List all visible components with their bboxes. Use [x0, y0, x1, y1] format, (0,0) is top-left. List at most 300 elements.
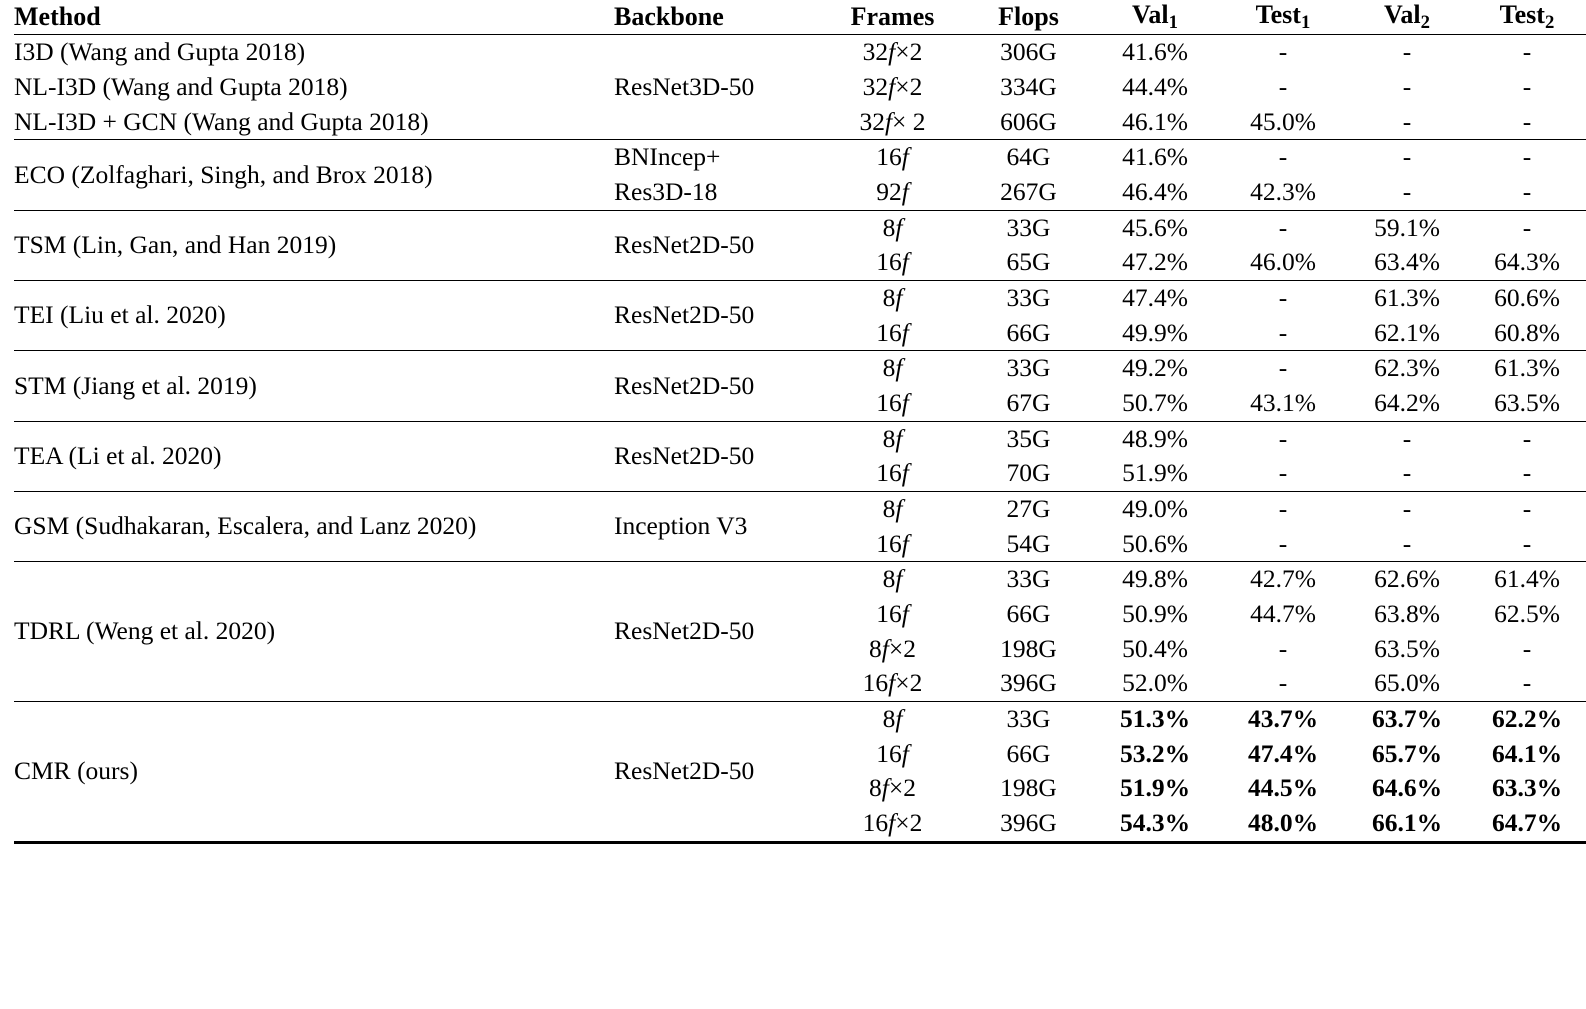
cell-test2 — [1467, 456, 1586, 491]
table-body — [14, 35, 1586, 844]
cell-val1 — [1091, 35, 1219, 70]
value-test2: - — [1522, 668, 1532, 698]
cell-method — [14, 280, 614, 350]
cell-test2 — [1467, 771, 1586, 806]
cell-frames — [819, 140, 966, 175]
column-header-flops-label: Flops — [998, 2, 1059, 32]
cell-flops — [966, 456, 1091, 491]
cell-method — [14, 140, 614, 210]
cell-backbone — [614, 35, 819, 140]
cell-frames — [819, 456, 966, 491]
value-frames: 8f — [882, 564, 903, 594]
cell-val2 — [1347, 702, 1467, 737]
cell-frames — [819, 210, 966, 245]
cell-flops — [966, 386, 1091, 421]
cell-flops — [966, 245, 1091, 280]
value-test2: - — [1522, 633, 1532, 663]
table-row — [14, 702, 1586, 737]
cell-val1 — [1091, 491, 1219, 526]
cell-val2 — [1347, 105, 1467, 140]
value-frames: 16f×2 — [862, 668, 923, 698]
value-flops: 198G — [1000, 633, 1057, 663]
value-test2: 61.3% — [1494, 353, 1560, 383]
cell-test1 — [1219, 245, 1347, 280]
cell-flops — [966, 527, 1091, 562]
backbone-line: BNIncep+ — [614, 142, 721, 172]
value-flops: 33G — [1006, 353, 1051, 383]
table-row — [14, 562, 1586, 597]
value-frames: 8f — [882, 423, 903, 453]
cell-val1 — [1091, 175, 1219, 210]
value-test1: - — [1278, 282, 1288, 312]
value-test1: 42.3% — [1250, 176, 1316, 206]
cell-val2 — [1347, 421, 1467, 456]
value-val1: 41.6% — [1122, 142, 1188, 172]
column-header-val2-label: Val — [1384, 0, 1421, 29]
cell-test1 — [1219, 491, 1347, 526]
value-flops: 606G — [1000, 106, 1057, 136]
cell-test2 — [1467, 737, 1586, 772]
cell-flops — [966, 771, 1091, 806]
column-header-method-label: Method — [14, 2, 101, 32]
table-row — [14, 421, 1586, 456]
cell-test2 — [1467, 386, 1586, 421]
cell-val1 — [1091, 456, 1219, 491]
value-val2: - — [1402, 493, 1412, 523]
method-line: STM (Jiang et al. 2019) — [14, 370, 257, 400]
method-line: TEA (Li et al. 2020) — [14, 440, 222, 470]
method-line: ECO (Zolfaghari, Singh, and Brox 2018) — [14, 159, 433, 189]
results-table — [14, 0, 1586, 844]
cell-test2 — [1467, 597, 1586, 632]
cell-val1 — [1091, 666, 1219, 701]
cell-val2 — [1347, 456, 1467, 491]
cell-val2 — [1347, 70, 1467, 105]
value-val2: - — [1402, 142, 1412, 172]
value-test2: 63.3% — [1491, 773, 1563, 803]
cell-flops — [966, 666, 1091, 701]
cell-method — [14, 702, 614, 843]
value-flops: 33G — [1006, 564, 1051, 594]
column-header-val2-sub: 2 — [1420, 12, 1430, 34]
value-flops: 64G — [1006, 142, 1051, 172]
cell-val2 — [1347, 35, 1467, 70]
value-frames: 8f — [882, 212, 903, 242]
cell-backbone — [614, 491, 819, 561]
cell-test1 — [1219, 386, 1347, 421]
cell-val1 — [1091, 771, 1219, 806]
value-frames: 16f — [876, 528, 909, 558]
cell-frames — [819, 351, 966, 386]
cell-val1 — [1091, 316, 1219, 351]
value-flops: 334G — [1000, 71, 1057, 101]
cell-frames — [819, 666, 966, 701]
cell-flops — [966, 175, 1091, 210]
column-header-val2 — [1347, 0, 1467, 35]
backbone-line: ResNet2D-50 — [614, 616, 755, 646]
cell-test2 — [1467, 245, 1586, 280]
value-val2: 65.0% — [1374, 668, 1440, 698]
cell-flops — [966, 737, 1091, 772]
value-val2: 63.5% — [1374, 633, 1440, 663]
bottom-rule-cell — [1219, 842, 1347, 844]
value-test2: - — [1522, 142, 1532, 172]
backbone-line: ResNet2D-50 — [614, 300, 755, 330]
cell-val1 — [1091, 806, 1219, 842]
table-row — [14, 491, 1586, 526]
cell-val2 — [1347, 140, 1467, 175]
column-header-frames-label: Frames — [850, 2, 935, 32]
cell-test1 — [1219, 771, 1347, 806]
method-line: TEI (Liu et al. 2020) — [14, 300, 226, 330]
cell-val2 — [1347, 771, 1467, 806]
cell-test1 — [1219, 702, 1347, 737]
cell-frames — [819, 316, 966, 351]
value-test1: - — [1278, 423, 1288, 453]
value-val1: 50.6% — [1122, 528, 1188, 558]
value-val1: 53.2% — [1119, 738, 1191, 768]
value-test2: 60.8% — [1494, 317, 1560, 347]
cell-val2 — [1347, 245, 1467, 280]
cell-backbone — [614, 421, 819, 491]
cell-flops — [966, 316, 1091, 351]
value-val2: 66.1% — [1371, 808, 1443, 838]
value-frames: 16f — [876, 598, 909, 628]
value-frames: 16f — [876, 738, 909, 768]
method-line: CMR (ours) — [14, 756, 138, 785]
cell-frames — [819, 702, 966, 737]
cell-flops — [966, 491, 1091, 526]
cell-test2 — [1467, 562, 1586, 597]
value-val2: - — [1402, 37, 1412, 67]
value-flops: 396G — [1000, 668, 1057, 698]
value-frames: 8f — [882, 353, 903, 383]
method-line: TSM (Lin, Gan, and Han 2019) — [14, 229, 337, 259]
cell-test2 — [1467, 316, 1586, 351]
value-frames: 8f×2 — [869, 633, 916, 663]
cell-test2 — [1467, 140, 1586, 175]
value-flops: 267G — [1000, 176, 1057, 206]
value-val1: 50.4% — [1122, 633, 1188, 663]
cell-val1 — [1091, 140, 1219, 175]
value-val2: 59.1% — [1374, 212, 1440, 242]
cell-frames — [819, 737, 966, 772]
column-header-method — [14, 0, 614, 35]
bottom-rule-cell — [1347, 842, 1467, 844]
value-frames: 16f — [876, 142, 909, 172]
value-flops: 67G — [1006, 387, 1051, 417]
value-frames: 16f — [876, 387, 909, 417]
cell-flops — [966, 105, 1091, 140]
cell-frames — [819, 491, 966, 526]
value-val1: 44.4% — [1122, 71, 1188, 101]
method-line: NL-I3D (Wang and Gupta 2018) — [14, 71, 348, 101]
bottom-rule-cell — [1467, 842, 1586, 844]
cell-flops — [966, 35, 1091, 70]
cell-val1 — [1091, 210, 1219, 245]
cell-backbone — [614, 562, 819, 702]
bottom-rule-cell — [819, 842, 966, 844]
cell-flops — [966, 140, 1091, 175]
value-frames: 16f — [876, 458, 909, 488]
cell-test1 — [1219, 562, 1347, 597]
value-test2: 62.2% — [1491, 704, 1563, 733]
value-val2: 63.7% — [1371, 704, 1443, 733]
value-flops: 66G — [1006, 317, 1051, 347]
cell-flops — [966, 421, 1091, 456]
value-val1: 48.9% — [1122, 423, 1188, 453]
column-header-flops — [966, 0, 1091, 35]
cell-test1 — [1219, 597, 1347, 632]
value-val2: - — [1402, 176, 1412, 206]
column-header-test2-label: Test — [1499, 0, 1545, 29]
cell-frames — [819, 771, 966, 806]
cell-test1 — [1219, 210, 1347, 245]
value-test1: 44.5% — [1247, 773, 1319, 803]
value-frames: 32f× 2 — [859, 106, 926, 136]
table-row — [14, 280, 1586, 315]
cell-val2 — [1347, 527, 1467, 562]
value-test1: 43.7% — [1247, 704, 1319, 733]
cell-method — [14, 35, 614, 140]
value-frames: 8f×2 — [869, 773, 916, 803]
cell-flops — [966, 210, 1091, 245]
value-val1: 50.7% — [1122, 387, 1188, 417]
cell-val1 — [1091, 702, 1219, 737]
method-line: TDRL (Weng et al. 2020) — [14, 616, 276, 646]
value-val1: 51.9% — [1119, 773, 1191, 803]
value-test2: - — [1522, 37, 1532, 67]
value-test1: - — [1278, 528, 1288, 558]
cell-val2 — [1347, 351, 1467, 386]
cell-val2 — [1347, 806, 1467, 842]
cell-flops — [966, 280, 1091, 315]
value-test1: 45.0% — [1250, 106, 1316, 136]
value-test1: - — [1278, 317, 1288, 347]
column-header-test2 — [1467, 0, 1586, 35]
value-flops: 33G — [1006, 212, 1051, 242]
value-flops: 70G — [1006, 458, 1051, 488]
cell-frames — [819, 245, 966, 280]
cell-flops — [966, 562, 1091, 597]
value-test1: - — [1278, 142, 1288, 172]
column-header-val1 — [1091, 0, 1219, 35]
value-test1: - — [1278, 493, 1288, 523]
backbone-line: ResNet2D-50 — [614, 229, 755, 259]
value-test2: - — [1522, 106, 1532, 136]
cell-test2 — [1467, 806, 1586, 842]
cell-test1 — [1219, 632, 1347, 667]
bottom-rule-cell — [966, 842, 1091, 844]
value-frames: 16f — [876, 247, 909, 277]
cell-method — [14, 491, 614, 561]
value-val2: - — [1402, 528, 1412, 558]
value-test1: - — [1278, 71, 1288, 101]
value-val1: 52.0% — [1122, 668, 1188, 698]
cell-test2 — [1467, 70, 1586, 105]
table-row — [14, 140, 1586, 175]
cell-val2 — [1347, 386, 1467, 421]
value-val1: 46.1% — [1122, 106, 1188, 136]
value-flops: 198G — [1000, 773, 1057, 803]
cell-frames — [819, 806, 966, 842]
table-header-row — [14, 0, 1586, 35]
cell-flops — [966, 806, 1091, 842]
cell-test1 — [1219, 737, 1347, 772]
table-row — [14, 351, 1586, 386]
value-test1: - — [1278, 458, 1288, 488]
backbone-line: ResNet3D-50 — [614, 71, 755, 101]
value-val1: 49.9% — [1122, 317, 1188, 347]
cell-val2 — [1347, 666, 1467, 701]
value-test2: 64.3% — [1494, 247, 1560, 277]
cell-flops — [966, 351, 1091, 386]
cell-frames — [819, 175, 966, 210]
cell-val1 — [1091, 421, 1219, 456]
cell-val1 — [1091, 562, 1219, 597]
cell-test1 — [1219, 35, 1347, 70]
cell-frames — [819, 35, 966, 70]
cell-test2 — [1467, 491, 1586, 526]
column-header-test2-sub: 2 — [1544, 12, 1555, 34]
value-val1: 50.9% — [1122, 598, 1188, 628]
cell-test2 — [1467, 421, 1586, 456]
value-val2: 64.6% — [1371, 773, 1443, 803]
table-bottom-rule — [14, 842, 1586, 844]
cell-test1 — [1219, 421, 1347, 456]
cell-method — [14, 421, 614, 491]
cell-val1 — [1091, 632, 1219, 667]
cell-val1 — [1091, 105, 1219, 140]
value-flops: 33G — [1006, 282, 1051, 312]
value-val2: 61.3% — [1374, 282, 1440, 312]
cell-frames — [819, 527, 966, 562]
value-test1: 43.1% — [1250, 387, 1316, 417]
value-val1: 45.6% — [1122, 212, 1188, 242]
value-val2: 65.7% — [1371, 738, 1443, 768]
value-flops: 306G — [1000, 37, 1057, 67]
value-test2: 62.5% — [1494, 598, 1560, 628]
value-val1: 47.4% — [1122, 282, 1188, 312]
cell-val1 — [1091, 351, 1219, 386]
value-val1: 46.4% — [1122, 176, 1188, 206]
method-line: GSM (Sudhakaran, Escalera, and Lanz 2020) — [14, 511, 477, 541]
cell-flops — [966, 632, 1091, 667]
cell-test1 — [1219, 456, 1347, 491]
cell-val2 — [1347, 737, 1467, 772]
value-val1: 49.0% — [1122, 493, 1188, 523]
value-frames: 32f×2 — [862, 37, 923, 67]
value-val1: 49.8% — [1122, 564, 1188, 594]
value-test1: 42.7% — [1250, 564, 1316, 594]
column-header-val1-label: Val — [1132, 0, 1169, 29]
column-header-frames — [819, 0, 966, 35]
value-val1: 54.3% — [1119, 808, 1191, 838]
value-flops: 33G — [1006, 704, 1051, 733]
bottom-rule-cell — [614, 842, 819, 844]
column-header-backbone — [614, 0, 819, 35]
value-test2: - — [1522, 423, 1532, 453]
cell-test2 — [1467, 210, 1586, 245]
cell-backbone — [614, 280, 819, 350]
value-test2: 64.1% — [1491, 738, 1563, 768]
cell-val2 — [1347, 280, 1467, 315]
value-val2: 63.8% — [1374, 598, 1440, 628]
cell-test1 — [1219, 806, 1347, 842]
value-val2: 62.6% — [1374, 564, 1440, 594]
cell-flops — [966, 702, 1091, 737]
value-frames: 32f×2 — [862, 71, 923, 101]
cell-backbone — [614, 210, 819, 280]
cell-val1 — [1091, 597, 1219, 632]
cell-frames — [819, 632, 966, 667]
value-val1: 51.9% — [1122, 458, 1188, 488]
cell-val2 — [1347, 491, 1467, 526]
cell-frames — [819, 386, 966, 421]
cell-val2 — [1347, 175, 1467, 210]
cell-val1 — [1091, 386, 1219, 421]
value-test2: 61.4% — [1494, 564, 1560, 594]
value-val2: - — [1402, 71, 1412, 101]
cell-frames — [819, 421, 966, 456]
column-header-val1-sub: 1 — [1168, 12, 1178, 34]
value-val2: 63.4% — [1374, 247, 1440, 277]
cell-frames — [819, 105, 966, 140]
table-row — [14, 35, 1586, 70]
value-val2: - — [1402, 106, 1412, 136]
value-test2: - — [1522, 528, 1532, 558]
cell-test2 — [1467, 175, 1586, 210]
value-test1: - — [1278, 353, 1288, 383]
cell-method — [14, 562, 614, 702]
value-val2: - — [1402, 458, 1412, 488]
value-flops: 396G — [1000, 808, 1057, 838]
value-flops: 35G — [1006, 423, 1051, 453]
cell-test2 — [1467, 702, 1586, 737]
value-test1: - — [1278, 668, 1288, 698]
table-header — [14, 0, 1586, 35]
value-test2: - — [1522, 71, 1532, 101]
value-val1: 41.6% — [1122, 37, 1188, 67]
column-header-test1-sub: 1 — [1300, 12, 1311, 34]
cell-test2 — [1467, 632, 1586, 667]
value-test2: 64.7% — [1491, 808, 1563, 838]
cell-test1 — [1219, 527, 1347, 562]
backbone-line: ResNet2D-50 — [614, 370, 755, 400]
value-frames: 8f — [882, 493, 903, 523]
cell-frames — [819, 562, 966, 597]
cell-frames — [819, 280, 966, 315]
value-test1: - — [1278, 633, 1288, 663]
cell-backbone — [614, 702, 819, 843]
value-frames: 92f — [876, 176, 909, 206]
cell-test1 — [1219, 351, 1347, 386]
bottom-rule-cell — [1091, 842, 1219, 844]
value-test2: - — [1522, 212, 1532, 242]
cell-val2 — [1347, 632, 1467, 667]
cell-test2 — [1467, 105, 1586, 140]
cell-flops — [966, 597, 1091, 632]
table-row — [14, 210, 1586, 245]
value-test1: - — [1278, 212, 1288, 242]
cell-test1 — [1219, 70, 1347, 105]
cell-test1 — [1219, 175, 1347, 210]
value-frames: 8f — [882, 704, 903, 733]
backbone-line: ResNet2D-50 — [614, 440, 755, 470]
cell-backbone — [614, 351, 819, 421]
cell-flops — [966, 70, 1091, 105]
cell-method — [14, 351, 614, 421]
